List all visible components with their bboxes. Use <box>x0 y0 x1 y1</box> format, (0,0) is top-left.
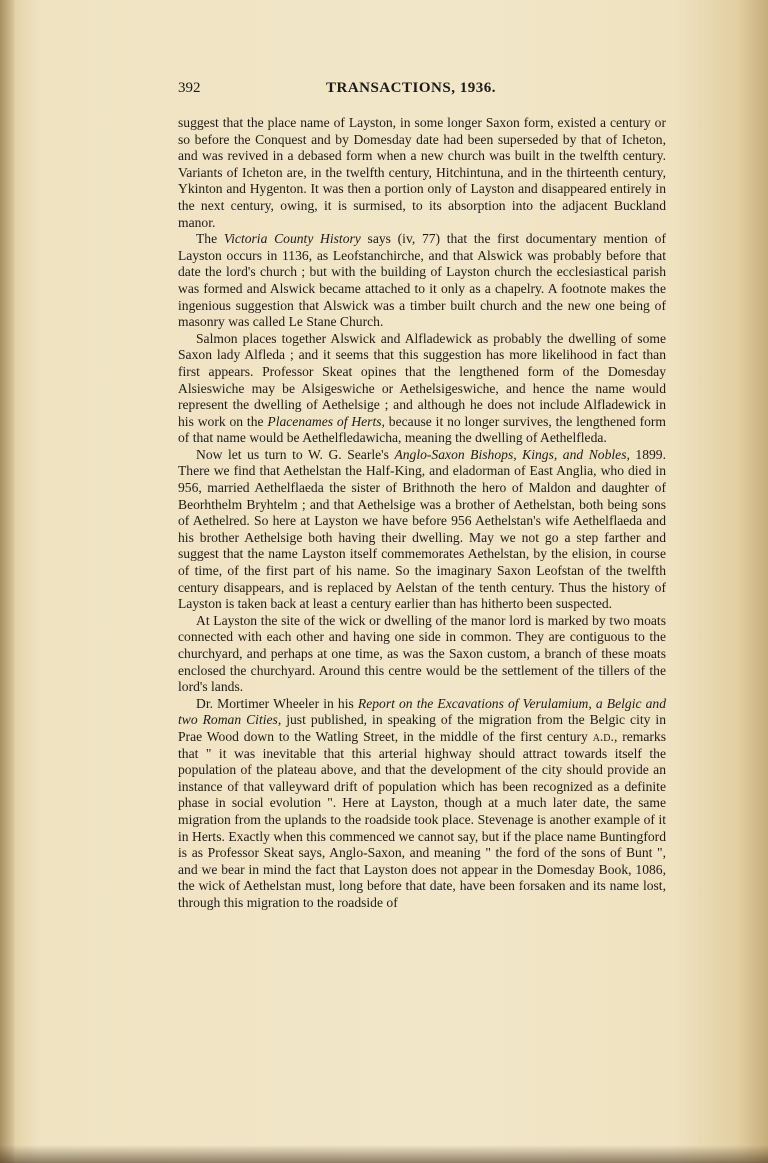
italic-title: Victoria County History <box>223 231 361 247</box>
paragraph-3: Salmon places together Alswick and Alfladewick as probably the dwelling of some Saxon lady Alfleda ; and it seems that this suggestion has more likelihood in fact than first appears. Professor Skeat opines that the lengthened form of the Domesday Alsieswiche may be Alsigeswiche or Aethelsigeswiche, and hence the name would represent the dwelling of Aethelsige ; and although he does not include Alfladewick in his work on the Placenames of Herts, because it no longer survives, the lengthened form of that name would be Aethelfledawicha, meaning the dwelling of Aethelfleda. <box>178 330 666 446</box>
paragraph-5: At Layston the site of the wick or dwelling of the manor lord is marked by two moats connected with each other and having one side in common. They are contiguous to the churchyard, and perhaps at one time, as was the Saxon custom, a branch of these moats enclosed the churchyard. Around this centre would be the settlement of the tillers of the lord's lands. <box>178 612 666 695</box>
italic-title: Placenames of Herts, <box>267 413 385 429</box>
page-body <box>178 115 666 912</box>
italic-title: Report on the Excavations of Verulamium, a Belgic and two Roman Cities, <box>178 695 667 728</box>
italic-title: Anglo-Saxon Bishops, Kings, and Nobles, <box>394 446 630 462</box>
small-caps-era: a.d. <box>592 728 614 744</box>
page-number: 392 <box>178 80 201 96</box>
running-title: TRANSACTIONS, 1936. <box>326 80 496 96</box>
paragraph-4: Now let us turn to W. G. Searle's Anglo-Saxon Bishops, Kings, and Nobles, 1899. There we find that Aethelstan the Half-King, and eladorman of East Anglia, who died in 956, married Aethelflaeda the sister of Brithnoth the hero of Maldon and daughter of Beorhthelm Bryhtelm ; and that Aethelsige was a brother of Aethelstan, both being sons of Aethelred. So here at Layston we have before 956 Aethelstan's wife Aethelflaeda and his brother Aethelsige both having their dwelling. May we not go a step farther and suggest that the name Layston itself commemorates Aethelstan, by the elision, in course of time, of the first part of his name. So the imaginary Saxon Leofstan of the twelfth century disappears, and is replaced by Aelstan of the tenth century. Thus the history of Layston is taken back at least a century earlier than has hitherto been suspected. <box>178 446 667 612</box>
paragraph-1: suggest that the place name of Layston, in some longer Saxon form, existed a century or so before the Conquest and by Domesday date had been superseded by that of Icheton, and was revived in a debased form when a new church was built in the twelfth century. Variants of Icheton are, in the twelfth century, Hitchintuna, and in the thirteenth century, Ykinton and Hygenton. It was then a portion only of Layston and disappeared entirely in the next century, owing, it is surmised, to its absorption into the adjacent Buckland manor. <box>178 115 666 230</box>
paragraph-6: Dr. Mortimer Wheeler in his Report on the Excavations of Verulamium, a Belgic and two Roman Cities, just published, in speaking of the migration from the Belgic city in Prae Wood down to the Watling Street, in the middle of the first century a.d., remarks that " it was inevitable that this arterial highway should attract towards itself the population of the plateau above, and that the development of the city should provide an instance of that valleyward drift of population which has been recognized as a definite phase in social evolution ". Here at Layston, though at a much later date, the same migration from the uplands to the roadside took place. Stevenage is another example of it in Herts. Exactly when this commenced we cannot say, but if the place name Buntingford is as Professor Skeat says, Anglo-Saxon, and meaning " the ford of the sons of Bunt ", and we bear in mind the fact that Layston does not appear in the Domesday Book, 1086, the wick of Aethelstan must, long before that date, have been forsaken and its name lost, through this migration to the roadside of <box>178 695 667 910</box>
paragraph-2: The Victoria County History says (iv, 77) that the first documentary mention of Layston occurs in 1136, as Leofstanchirche, and that Alswick was probably before that date the lord's church ; but with the building of Layston church the ecclesiastical parish was formed and Alswick became attached to it only as a chapelry. A footnote makes the ingenious suggestion that Alswick was a timber built church and the new one being of masonry was called Le Stane Church. <box>178 231 666 330</box>
